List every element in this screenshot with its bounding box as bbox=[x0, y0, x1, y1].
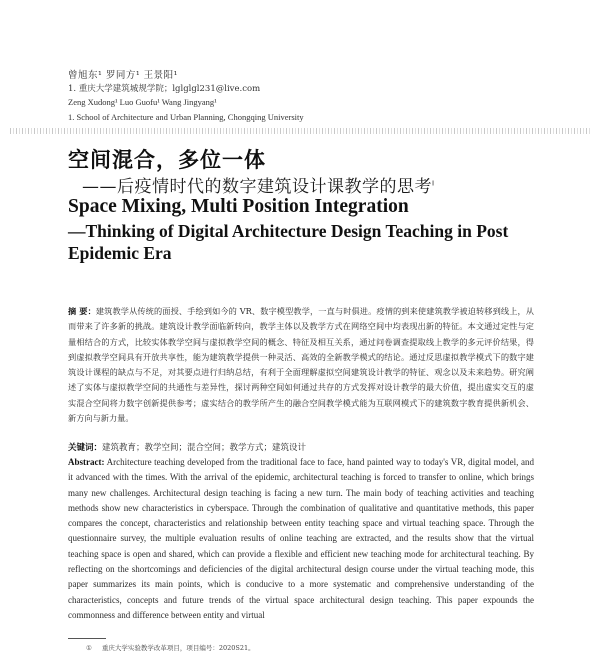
subtitle-cn-text: ——后疫情时代的数字建筑设计课教学的思考 bbox=[82, 177, 432, 197]
footnote-rule bbox=[68, 638, 106, 639]
footnote bbox=[86, 643, 255, 652]
abstract-en bbox=[68, 455, 534, 623]
title-cn: 空间混合，多位一体 bbox=[68, 148, 266, 172]
subtitle-cn bbox=[82, 172, 435, 197]
keywords-cn-text: 建筑教育；教学空间；混合空间；教学方式；建筑设计 bbox=[102, 443, 307, 453]
footnote-mark: ① bbox=[86, 644, 92, 652]
affiliation-cn: 1. 重庆大学建筑城规学院；lglglgl231@live.com bbox=[68, 84, 261, 94]
title-en: Space Mixing, Multi Position Integration bbox=[68, 196, 409, 217]
authors-en: Zeng Xudong¹ Luo Guofu¹ Wang Jingyang¹ bbox=[68, 97, 217, 107]
abstract-cn-label: 摘 要： bbox=[68, 306, 96, 316]
authors-cn: 曾旭东¹ 罗同方¹ 王景阳¹ bbox=[68, 70, 178, 81]
abstract-en-text: Architecture teaching developed from the traditional face to face, hand painted way to today's VR, digital model, and it advanced with the times. With the arrival of the epidemic, architectural teaching is forced to transfer to online, which brings many new challenges. Architectural design teaching is facing a new turn. The main body of teaching activities and teaching methods show new characteristics in cyberspace. Through the combination of qualitative and quantitative methods, this paper compares the concept, characteristics and relationship between entity teaching space and virtual teaching space. Through the questionnaire survey, the multiple evaluation results of online teaching are extracted, and the results show that the virtual teaching space is open and shared, which can provide a flexible and efficient new teaching mode for architectural teaching. By reflecting on the shortcomings and deficiencies of the digital architectural design course under the virtual teaching mode, this paper summarizes its main points, which is conducive to a more systematic and comprehensive understanding of the characteristics, concepts and future trends of the virtual space architectural design teaching. This paper expounds the commonness and difference between entity and virtual bbox=[68, 457, 534, 620]
subtitle-en: —Thinking of Digital Architecture Design Teaching in Post Epidemic Era bbox=[68, 221, 509, 263]
affiliation-en: 1. School of Architecture and Urban Planning, Chongqing University bbox=[68, 112, 304, 122]
abstract-cn-text: 建筑教学从传统的面授、手绘到如今的 VR、数字模型教学，一直与时俱进。疫情的到来使建筑教学被迫转移到线上，从而带来了许多新的挑战。建筑设计教学面临新转向，教学主体以及教学方式在网络空间中均表现出新的特征。本文通过定性与定量相结合的方式，比较实体教学空间与虚拟教学空间的概念、特征及相互关系，通过问卷调查提取线上教学的多元评价结果，得到虚拟教学空间具有开放共享性，能为建筑教学提供一种灵活、高效的全新教学模式的结论。通过反思虚拟教学模式下的数字建筑设计课程的缺点与不足，对其要点进行归纳总结，有利于全面理解虚拟空间建筑设计教学的特征、观念以及未来趋势。研究阐述了实体与虚拟教学空间的共通性与差异性，探讨两种空间如何通过共存的方式发挥对设计教学的最大价值，提出虚实交互的虚实混合空间将力数字创新提供参考；虚实结合的教学所产生的融合空间教学模式能为互联网模式下的建筑数字教育提供新机会、新方向与新力量。 bbox=[68, 306, 534, 424]
footnote-text: 重庆大学实验教学改革项目，项目编号：2020S21。 bbox=[101, 644, 255, 652]
abstract-en-label: Abstract: bbox=[68, 457, 105, 467]
subtitle-cn-mark: Ⅰ bbox=[432, 179, 435, 188]
keywords-cn-label: 关键词： bbox=[68, 443, 103, 453]
scan-noise-divider bbox=[10, 128, 590, 134]
abstract-cn bbox=[68, 304, 534, 426]
keywords-cn bbox=[68, 441, 306, 453]
